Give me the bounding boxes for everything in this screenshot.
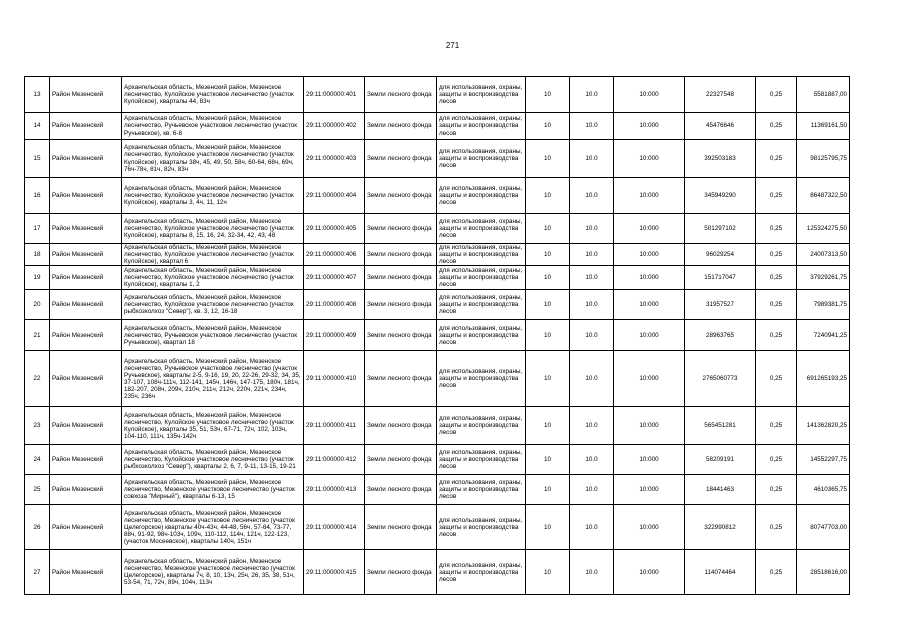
area-cell: 2765060773 (685, 351, 756, 407)
value-cell-2: 10.0 (570, 320, 614, 351)
row-number: 16 (25, 178, 50, 214)
rate-cell: 0,25 (756, 214, 797, 244)
location-cell: Архангельская область, Мезенский район, Мезенское лесничество, Мезенское участковое лесничество (участок Целегорское), кварталы 7ч, 8, 10, 13ч, 25ч, 26, 35, 38, 51ч, 53-54, 71, 72ч, 89ч, 104ч, 113ч (122, 550, 304, 595)
value-cell-1: 10 (526, 407, 570, 445)
cadastral-number-cell: 29:11:000000:412 (304, 445, 365, 475)
area-cell: 322990812 (685, 505, 756, 550)
sum-cell: 7240941,25 (797, 320, 850, 351)
rate-cell: 0,25 (756, 407, 797, 445)
row-number: 15 (25, 140, 50, 178)
area-cell: 22327548 (685, 77, 756, 113)
location-cell: Архангельская область, Мезенский район, Мезенское лесничество, Ручьевское участковое лесничество (участок Ручьевское), кв. 6-8 (122, 113, 304, 140)
value-cell-2: 10.0 (570, 113, 614, 140)
land-category-cell: Земли лесного фонда (365, 77, 437, 113)
table-row (25, 290, 850, 320)
table-row (25, 550, 850, 595)
value-cell-3: 10:000 (614, 445, 685, 475)
value-cell-2: 10.0 (570, 290, 614, 320)
land-category-cell: Земли лесного фонда (365, 140, 437, 178)
permitted-use-cell: для использования, охраны, защиты и воспроизводства лесов (437, 140, 526, 178)
permitted-use-cell: для использования, охраны, защиты и воспроизводства лесов (437, 113, 526, 140)
permitted-use-cell: для использования, охраны, защиты и воспроизводства лесов (437, 351, 526, 407)
value-cell-1: 10 (526, 290, 570, 320)
rate-cell: 0,25 (756, 320, 797, 351)
land-category-cell: Земли лесного фонда (365, 290, 437, 320)
value-cell-1: 10 (526, 266, 570, 290)
row-number: 13 (25, 77, 50, 113)
district-cell: Район Мезенский (50, 445, 122, 475)
value-cell-1: 10 (526, 320, 570, 351)
value-cell-3: 10:000 (614, 214, 685, 244)
land-category-cell: Земли лесного фонда (365, 550, 437, 595)
cadastral-number-cell: 29:11:000000:402 (304, 113, 365, 140)
rate-cell: 0,25 (756, 244, 797, 266)
permitted-use-cell: для использования, охраны, защиты и воспроизводства лесов (437, 290, 526, 320)
row-number: 25 (25, 475, 50, 505)
rate-cell: 0,25 (756, 113, 797, 140)
value-cell-2: 10.0 (570, 505, 614, 550)
area-cell: 392503183 (685, 140, 756, 178)
permitted-use-cell: для использования, охраны, защиты и воспроизводства лесов (437, 505, 526, 550)
value-cell-2: 10.0 (570, 407, 614, 445)
row-number: 24 (25, 445, 50, 475)
district-cell: Район Мезенский (50, 407, 122, 445)
district-cell: Район Мезенский (50, 77, 122, 113)
value-cell-3: 10:000 (614, 351, 685, 407)
value-cell-3: 10:000 (614, 320, 685, 351)
district-cell: Район Мезенский (50, 113, 122, 140)
permitted-use-cell: для использования, охраны, защиты и воспроизводства лесов (437, 475, 526, 505)
sum-cell: 125324275,50 (797, 214, 850, 244)
row-number: 23 (25, 407, 50, 445)
cadastral-number-cell: 29:11:000000:404 (304, 178, 365, 214)
sum-cell: 98125795,75 (797, 140, 850, 178)
cadastral-number-cell: 29:11:000000:401 (304, 77, 365, 113)
location-cell: Архангельская область, Мезенский район, Мезенское лесничество, Ручьевское участковое лесничество (участок Ручьевское), кварталы 2-5, 9-16, 19, 20, 22-26, 29-32, 34, 35, 37-107, 108ч-111ч, 112-141, 145ч, 146ч, 147-175, 180ч, 181ч, 182-207, 208ч, 209ч, 210ч, 211ч, 212ч, 220ч, 221ч, 234ч, 235ч, 236ч (122, 351, 304, 407)
table-body (25, 77, 850, 595)
value-cell-2: 10.0 (570, 445, 614, 475)
district-cell: Район Мезенский (50, 550, 122, 595)
sum-cell: 28518616,00 (797, 550, 850, 595)
value-cell-3: 10:000 (614, 113, 685, 140)
value-cell-3: 10:000 (614, 505, 685, 550)
row-number: 27 (25, 550, 50, 595)
table-row (25, 77, 850, 113)
location-cell: Архангельская область, Мезенский район, Мезенское лесничество, Кулойское участковое лесничество (участок Кулойское), кварталы 1, 2 (122, 266, 304, 290)
table-row (25, 475, 850, 505)
land-category-cell: Земли лесного фонда (365, 445, 437, 475)
area-cell: 345949290 (685, 178, 756, 214)
land-category-cell: Земли лесного фонда (365, 266, 437, 290)
location-cell: Архангельская область, Мезенский район, Мезенское лесничество, Кулойское участковое лесничество (участок Кулойское), кварталы 3, 4ч, 11, 12ч (122, 178, 304, 214)
value-cell-2: 10.0 (570, 140, 614, 178)
district-cell: Район Мезенский (50, 290, 122, 320)
permitted-use-cell: для использования, охраны, защиты и воспроизводства лесов (437, 320, 526, 351)
permitted-use-cell: для использования, охраны, защиты и воспроизводства лесов (437, 266, 526, 290)
district-cell: Район Мезенский (50, 244, 122, 266)
location-cell: Архангельская область, Мезенский район, Мезенское лесничество, Кулойское участковое лесничество (участок Кулойское), квартал 6 (122, 244, 304, 266)
row-number: 17 (25, 214, 50, 244)
cadastral-number-cell: 29:11:000000:415 (304, 550, 365, 595)
page-number: 271 (445, 41, 460, 50)
district-cell: Район Мезенский (50, 140, 122, 178)
table-row (25, 140, 850, 178)
location-cell: Архангельская область, Мезенский район, Мезенское лесничество, Кулойское участковое лесничество (участок Кулойское), кварталы 8, 15, 16, 24, 32-34, 42, 43, 48 (122, 214, 304, 244)
table-row (25, 113, 850, 140)
value-cell-1: 10 (526, 505, 570, 550)
sum-cell: 691265193,25 (797, 351, 850, 407)
land-category-cell: Земли лесного фонда (365, 178, 437, 214)
cadastral-number-cell: 29:11:000000:406 (304, 244, 365, 266)
permitted-use-cell: для использования, охраны, защиты и воспроизводства лесов (437, 445, 526, 475)
cadastral-number-cell: 29:11:000000:407 (304, 266, 365, 290)
table-row (25, 407, 850, 445)
table-row (25, 505, 850, 550)
value-cell-3: 10:000 (614, 140, 685, 178)
row-number: 21 (25, 320, 50, 351)
district-cell: Район Мезенский (50, 266, 122, 290)
value-cell-1: 10 (526, 113, 570, 140)
sum-cell: 7989381,75 (797, 290, 850, 320)
sum-cell: 141362820,25 (797, 407, 850, 445)
location-cell: Архангельская область, Мезенский район, Мезенское лесничество, Кулойское участковое лесничество (участок рыбхозколхоз "Север"), кварталы 2, 6, 7, 9-11, 13-15, 19-21 (122, 445, 304, 475)
area-cell: 151717047 (685, 266, 756, 290)
area-cell: 96029254 (685, 244, 756, 266)
value-cell-3: 10:000 (614, 290, 685, 320)
value-cell-2: 10.0 (570, 214, 614, 244)
rate-cell: 0,25 (756, 505, 797, 550)
value-cell-3: 10:000 (614, 407, 685, 445)
rate-cell: 0,25 (756, 290, 797, 320)
value-cell-1: 10 (526, 214, 570, 244)
value-cell-2: 10.0 (570, 266, 614, 290)
value-cell-3: 10:000 (614, 266, 685, 290)
value-cell-1: 10 (526, 475, 570, 505)
location-cell: Архангельская область, Мезенский район, Мезенское лесничество, Ручьевское участковое лесничество (участок Ручьевское), квартал 18 (122, 320, 304, 351)
sum-cell: 24007313,50 (797, 244, 850, 266)
area-cell: 28963765 (685, 320, 756, 351)
sum-cell: 5581887,00 (797, 77, 850, 113)
cadastral-number-cell: 29:11:000000:411 (304, 407, 365, 445)
table-row (25, 214, 850, 244)
permitted-use-cell: для использования, охраны, защиты и воспроизводства лесов (437, 77, 526, 113)
rate-cell: 0,25 (756, 475, 797, 505)
sum-cell: 86487322,50 (797, 178, 850, 214)
land-category-cell: Земли лесного фонда (365, 475, 437, 505)
permitted-use-cell: для использования, охраны, защиты и воспроизводства лесов (437, 244, 526, 266)
land-category-cell: Земли лесного фонда (365, 214, 437, 244)
permitted-use-cell: для использования, охраны, защиты и воспроизводства лесов (437, 407, 526, 445)
rate-cell: 0,25 (756, 550, 797, 595)
cadastral-number-cell: 29:11:000000:405 (304, 214, 365, 244)
district-cell: Район Мезенский (50, 214, 122, 244)
district-cell: Район Мезенский (50, 351, 122, 407)
value-cell-1: 10 (526, 140, 570, 178)
row-number: 26 (25, 505, 50, 550)
row-number: 19 (25, 266, 50, 290)
value-cell-3: 10:000 (614, 475, 685, 505)
value-cell-2: 10.0 (570, 475, 614, 505)
table-row (25, 178, 850, 214)
district-cell: Район Мезенский (50, 475, 122, 505)
row-number: 22 (25, 351, 50, 407)
area-cell: 31957527 (685, 290, 756, 320)
land-category-cell: Земли лесного фонда (365, 351, 437, 407)
table-row (25, 266, 850, 290)
value-cell-3: 10:000 (614, 77, 685, 113)
area-cell: 18441463 (685, 475, 756, 505)
rate-cell: 0,25 (756, 140, 797, 178)
area-cell: 45476646 (685, 113, 756, 140)
table-row (25, 320, 850, 351)
value-cell-1: 10 (526, 77, 570, 113)
sum-cell: 11369161,50 (797, 113, 850, 140)
cadastral-number-cell: 29:11:000000:403 (304, 140, 365, 178)
value-cell-1: 10 (526, 178, 570, 214)
cadastral-number-cell: 29:11:000000:414 (304, 505, 365, 550)
value-cell-1: 10 (526, 445, 570, 475)
rate-cell: 0,25 (756, 266, 797, 290)
location-cell: Архангельская область, Мезенский район, Мезенское лесничество, Кулойское участковое лесничество (участок Кулойское), кварталы 35, 51, 53ч, 67-71, 72ч, 102, 103ч, 104-110, 111ч, 135ч-142ч (122, 407, 304, 445)
row-number: 14 (25, 113, 50, 140)
row-number: 18 (25, 244, 50, 266)
rate-cell: 0,25 (756, 351, 797, 407)
value-cell-3: 10:000 (614, 178, 685, 214)
value-cell-2: 10.0 (570, 351, 614, 407)
cadastral-number-cell: 29:11:000000:410 (304, 351, 365, 407)
value-cell-2: 10.0 (570, 77, 614, 113)
land-category-cell: Земли лесного фонда (365, 505, 437, 550)
value-cell-1: 10 (526, 550, 570, 595)
location-cell: Архангельская область, Мезенский район, Мезенское лесничество, Кулойское участковое лесничество (участок Кулойское), кварталы 38ч, 45, 49, 50, 58ч, 60-64, 68ч, 69ч, 76ч-78ч, 81ч, 82ч, 83ч (122, 140, 304, 178)
land-category-cell: Земли лесного фонда (365, 407, 437, 445)
table-row (25, 445, 850, 475)
cadastral-number-cell: 29:11:000000:409 (304, 320, 365, 351)
district-cell: Район Мезенский (50, 320, 122, 351)
area-cell: 114074464 (685, 550, 756, 595)
permitted-use-cell: для использования, охраны, защиты и воспроизводства лесов (437, 178, 526, 214)
land-category-cell: Земли лесного фонда (365, 113, 437, 140)
land-category-cell: Земли лесного фонда (365, 320, 437, 351)
land-category-cell: Земли лесного фонда (365, 244, 437, 266)
value-cell-2: 10.0 (570, 550, 614, 595)
area-cell: 501297102 (685, 214, 756, 244)
sum-cell: 4610365,75 (797, 475, 850, 505)
area-cell: 565451281 (685, 407, 756, 445)
district-cell: Район Мезенский (50, 178, 122, 214)
value-cell-2: 10.0 (570, 244, 614, 266)
district-cell: Район Мезенский (50, 505, 122, 550)
rate-cell: 0,25 (756, 445, 797, 475)
permitted-use-cell: для использования, охраны, защиты и воспроизводства лесов (437, 550, 526, 595)
table-row (25, 244, 850, 266)
value-cell-3: 10:000 (614, 244, 685, 266)
sum-cell: 14552297,75 (797, 445, 850, 475)
value-cell-1: 10 (526, 351, 570, 407)
location-cell: Архангельская область, Мезенский район, Мезенское лесничество, Кулойское участковое лесничество (участок Кулойское), кварталы 44, 83ч (122, 77, 304, 113)
location-cell: Архангельская область, Мезенский район, Мезенское лесничество, Мезенское участковое лесничество (участок совхоза "Мирный"), кварталы 6-13, 15 (122, 475, 304, 505)
table-row (25, 351, 850, 407)
land-register-table (24, 76, 850, 595)
value-cell-1: 10 (526, 244, 570, 266)
location-cell: Архангельская область, Мезенский район, Мезенское лесничество, Мезенское участковое лесничество (участок Целегорское) кварталы 40ч-43ч, 44-48, 56ч, 57-64, 73-77, 88ч, 91-92, 98ч-103ч, 109ч, 110-112, 114ч, 121ч, 122-123, (участок Мосеевское), кварталы 140ч, 151ч (122, 505, 304, 550)
cadastral-number-cell: 29:11:000000:408 (304, 290, 365, 320)
value-cell-3: 10:000 (614, 550, 685, 595)
row-number: 20 (25, 290, 50, 320)
sum-cell: 37929261,75 (797, 266, 850, 290)
rate-cell: 0,25 (756, 178, 797, 214)
location-cell: Архангельская область, Мезенский район, Мезенское лесничество, Кулойское участковое лесничество (участок рыбхозколхоз "Север"), кв. 3, 12, 16-18 (122, 290, 304, 320)
value-cell-2: 10.0 (570, 178, 614, 214)
sum-cell: 80747703,00 (797, 505, 850, 550)
area-cell: 58209191 (685, 445, 756, 475)
rate-cell: 0,25 (756, 77, 797, 113)
cadastral-number-cell: 29:11:000000:413 (304, 475, 365, 505)
permitted-use-cell: для использования, охраны, защиты и воспроизводства лесов (437, 214, 526, 244)
